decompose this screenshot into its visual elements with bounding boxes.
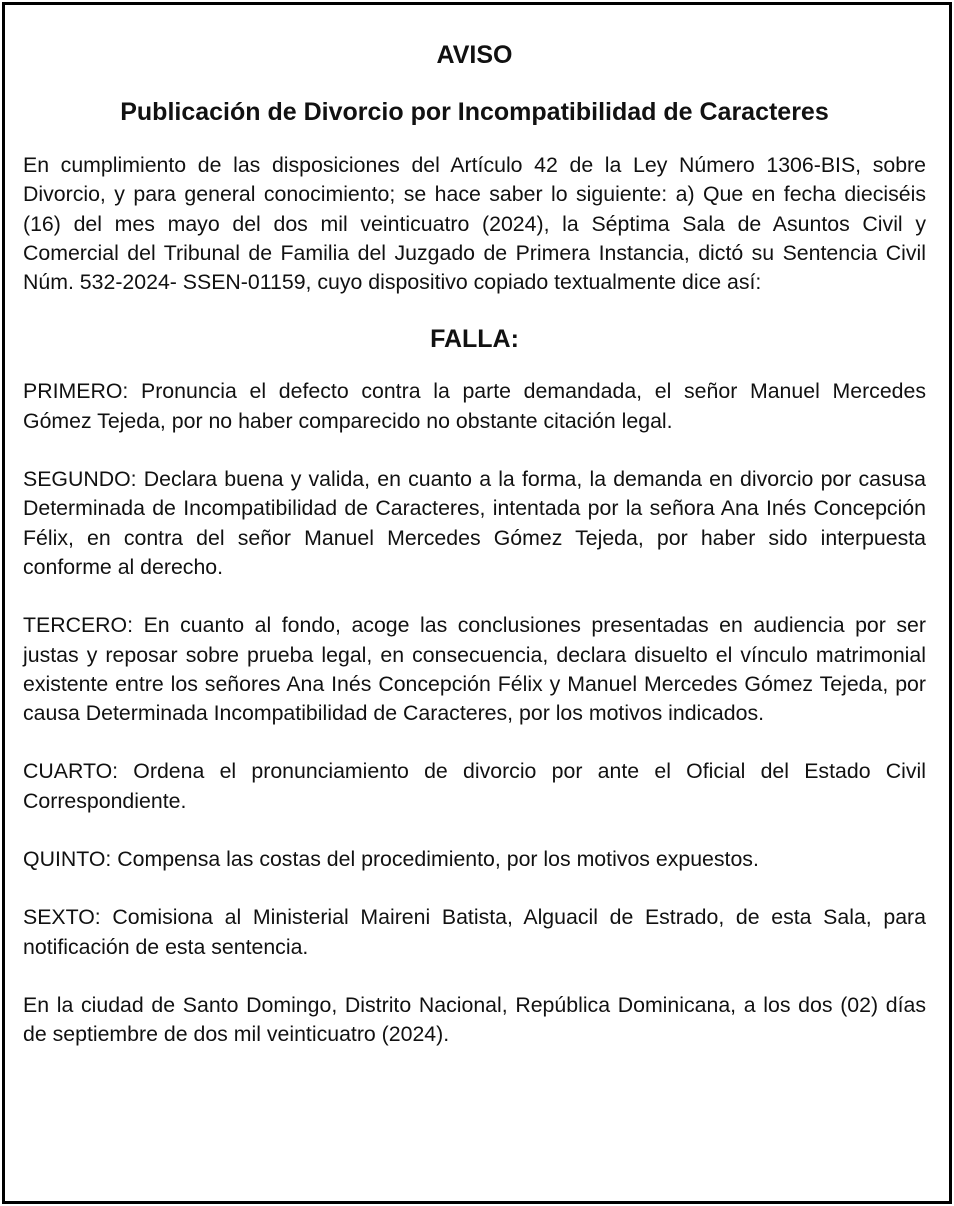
- ruling-sexto: SEXTO: Comisiona al Ministerial Maireni Batista, Alguacil de Estrado, de esta Sala, para notificación de esta sentencia.: [23, 905, 926, 959]
- legal-notice: [2, 2, 952, 1204]
- ruling-primero: PRIMERO: Pronuncia el defecto contra la parte demandada, el señor Manuel Mercedes Gómez Tejeda, por no haber comparecido no obstante citación legal.: [23, 379, 926, 433]
- notice-subtitle: Publicación de Divorcio por Incompatibilidad de Caracteres: [120, 98, 829, 126]
- ruling-quinto: QUINTO: Compensa las costas del procedimiento, por los motivos expuestos.: [23, 847, 759, 872]
- ruling-segundo: SEGUNDO: Declara buena y valida, en cuanto a la forma, la demanda en divorcio por casusa Determinada de Incompatibilidad de Caracteres, intentada por la señora Ana Inés Concepción Félix, en contra del señor Manuel Mercedes Gómez Tejeda, por haber sido interpuesta conforme al derecho.: [23, 467, 926, 579]
- closing-paragraph: En la ciudad de Santo Domingo, Distrito Nacional, República Dominicana, a los dos (02) días de septiembre de dos mil veinticuatro (2024).: [23, 992, 926, 1047]
- ruling-cuarto: CUARTO: Ordena el pronunciamiento de divorcio por ante el Oficial del Estado Civil Correspondiente.: [23, 759, 926, 813]
- notice-title: AVISO: [436, 41, 513, 69]
- ruling-tercero: TERCERO: En cuanto al fondo, acoge las conclusiones presentadas en audiencia por ser justas y reposar sobre prueba legal, en consecuencia, declara disuelto el vínculo matrimonial existente entre los señores Ana Inés Concepción Félix y Manuel Mercedes Gómez Tejeda, por causa Determinada Incompatibilidad de Caracteres, por los motivos indicados.: [23, 613, 926, 726]
- intro-paragraph: En cumplimiento de las disposiciones del Artículo 42 de la Ley Número 1306-BIS, sobre Divorcio, y para general conocimiento; se hace saber lo siguiente: a) Que en fecha dieciséis (16) del mes mayo del dos mil veinticuatro (2024), la Séptima Sala de Asuntos Civil y Comercial del Tribunal de Familia del Juzgado de Primera Instancia, dictó su Sentencia Civil Núm. 532-2024- SSEN-01159, cuyo dispositivo copiado textualmente dice así:: [23, 153, 926, 295]
- falla-heading: FALLA:: [430, 325, 519, 354]
